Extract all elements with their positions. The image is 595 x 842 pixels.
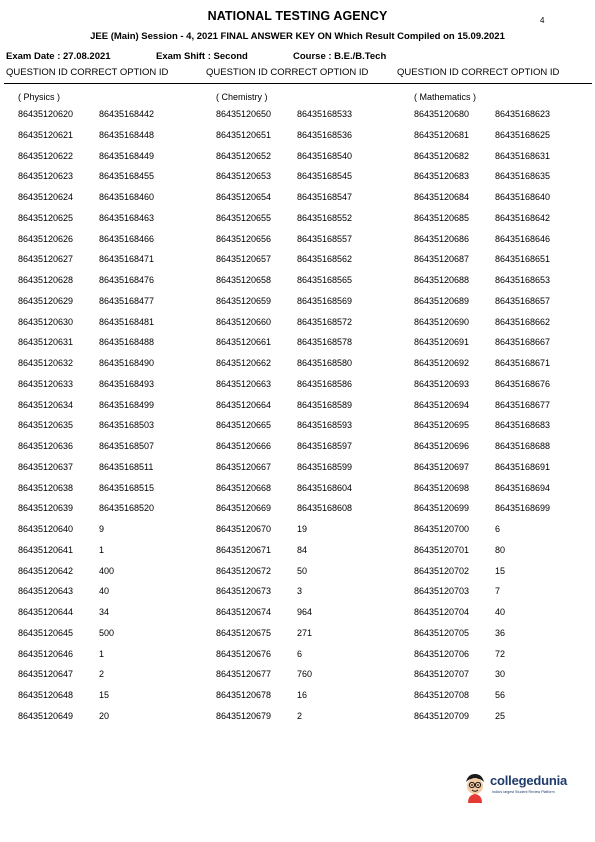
question-id: 86435120636 [18,441,74,451]
answer-row [216,249,406,270]
correct-option-id: 9 [99,524,105,534]
answer-row [414,478,595,499]
answer-row [414,249,595,270]
question-id: 86435120637 [18,461,74,472]
question-id: 86435120659 [216,295,272,306]
correct-option-id: 34 [99,607,110,617]
correct-option-id: 86435168455 [99,171,155,182]
answer-row [414,229,595,250]
answer-row [18,270,208,291]
answer-row [414,581,595,602]
answer-row [18,291,208,312]
question-id: 86435120701 [414,544,470,555]
question-id: 86435120698 [414,482,470,493]
correct-option-id: 86435168466 [99,233,155,244]
question-id: 86435120708 [414,690,470,700]
answer-row [216,685,406,706]
answer-row [18,187,208,208]
answer-row [216,312,406,333]
answer-row [18,104,208,125]
correct-option-id: 86435168694 [495,482,551,493]
correct-option-id: 86435168569 [297,295,353,306]
answer-row [18,125,208,146]
question-id: 86435120692 [414,358,470,368]
answer-row [18,644,208,665]
question-id: 86435120703 [414,586,470,597]
answer-row [414,208,595,229]
question-id: 86435120629 [18,295,74,306]
correct-option-id: 86435168449 [99,150,155,161]
question-id: 86435120691 [414,337,470,348]
correct-option-id: 86435168604 [297,482,353,493]
correct-option-id: 40 [495,607,506,617]
question-id: 86435120693 [414,378,470,389]
correct-option-id: 2 [99,669,105,680]
answer-row [216,208,406,229]
correct-option-id: 86435168635 [495,171,551,182]
answer-row [216,498,406,519]
correct-option-id: 760 [297,669,313,680]
correct-option-id: 86435168490 [99,358,155,368]
question-id: 86435120678 [216,690,272,700]
question-id: 86435120644 [18,607,74,617]
question-id: 86435120679 [216,710,272,721]
answer-row [18,561,208,582]
header-divider [4,83,592,84]
answer-row [18,664,208,685]
question-id: 86435120631 [18,337,74,348]
answer-row [18,312,208,333]
answer-row [216,332,406,353]
correct-option-id: 86435168646 [495,233,551,244]
question-id: 86435120625 [18,212,74,223]
question-id: 86435120674 [216,607,272,617]
correct-option-id: 86435168683 [495,420,551,431]
question-id: 86435120665 [216,420,272,431]
question-id: 86435120626 [18,233,74,244]
correct-option-id: 86435168442 [99,109,155,119]
question-id: 86435120705 [414,627,470,638]
answer-row [216,602,406,623]
correct-option-id: 86435168572 [297,316,353,327]
answer-row [414,353,595,374]
answer-row [414,644,595,665]
answer-row [216,125,406,146]
question-id: 86435120694 [414,399,470,410]
answer-row [18,436,208,457]
answer-row [414,415,595,436]
correct-option-id: 86435168448 [99,129,155,140]
answer-row [18,602,208,623]
question-id: 86435120628 [18,275,74,285]
correct-option-id: 1 [99,648,105,659]
answer-row [216,706,406,727]
question-id: 86435120671 [216,544,272,555]
question-id: 86435120633 [18,378,74,389]
answer-row [216,519,406,540]
correct-option-id: 86435168471 [99,254,155,265]
correct-option-id: 72 [495,648,506,659]
answer-row [216,104,406,125]
question-id: 86435120685 [414,212,470,223]
correct-option-id: 271 [297,627,313,638]
correct-option-id: 86435168657 [495,295,551,306]
question-id: 86435120643 [18,586,74,597]
question-id: 86435120650 [216,109,272,119]
correct-option-id: 36 [495,627,506,638]
question-id: 86435120675 [216,627,272,638]
question-id: 86435120635 [18,420,74,431]
correct-option-id: 86435168625 [495,129,551,140]
question-id: 86435120661 [216,337,272,348]
answer-row [18,208,208,229]
question-id: 86435120630 [18,316,74,327]
correct-option-id: 16 [297,690,308,700]
answer-row [414,270,595,291]
document-subtitle: JEE (Main) Session - 4, 2021 FINAL ANSWER KEY ON Which Result Compiled on 15.09.2021 [90,31,505,42]
question-id: 86435120702 [414,565,470,576]
answer-row [216,395,406,416]
question-id: 86435120706 [414,648,470,659]
correct-option-id: 3 [297,586,303,597]
collegedunia-logo [462,772,572,812]
answer-row [414,436,595,457]
correct-option-id: 86435168545 [297,171,353,182]
answer-row [18,415,208,436]
answer-row [216,664,406,685]
exam-date: Exam Date : 27.08.2021 [6,51,111,62]
correct-option-id: 86435168597 [297,441,353,451]
answer-row [216,644,406,665]
correct-option-id: 86435168493 [99,378,155,389]
question-id: 86435120670 [216,524,272,534]
correct-option-id: 86435168691 [495,461,551,472]
correct-option-id: 86435168463 [99,212,155,223]
correct-option-id: 56 [495,690,506,700]
question-id: 86435120645 [18,627,74,638]
answer-row [18,353,208,374]
column-header-2: QUESTION ID CORRECT OPTION ID [206,67,369,78]
answer-row [216,374,406,395]
correct-option-id: 15 [99,690,110,700]
answer-row [18,146,208,167]
question-id: 86435120656 [216,233,272,244]
question-id: 86435120677 [216,669,272,680]
answer-row [216,166,406,187]
column-header-1: QUESTION ID CORRECT OPTION ID [6,67,169,78]
answer-row [18,540,208,561]
answer-row [414,395,595,416]
answer-row [18,166,208,187]
question-id: 86435120638 [18,482,74,493]
correct-option-id: 86435168662 [495,316,551,327]
answer-row [216,623,406,644]
answer-row [216,270,406,291]
correct-option-id: 86435168699 [495,503,551,514]
answer-row [414,602,595,623]
question-id: 86435120687 [414,254,470,265]
answer-row [216,540,406,561]
correct-option-id: 86435168580 [297,358,353,368]
answer-row [18,332,208,353]
answer-row [216,478,406,499]
correct-option-id: 86435168515 [99,482,155,493]
correct-option-id: 86435168671 [495,358,551,368]
question-id: 86435120639 [18,503,74,514]
correct-option-id: 86435168667 [495,337,551,348]
correct-option-id: 86435168557 [297,233,353,244]
question-id: 86435120620 [18,109,74,119]
question-id: 86435120672 [216,565,272,576]
correct-option-id: 86435168688 [495,441,551,451]
answer-row [18,623,208,644]
question-id: 86435120683 [414,171,470,182]
question-id: 86435120696 [414,441,470,451]
answer-row [414,706,595,727]
correct-option-id: 86435168533 [297,109,353,119]
correct-option-id: 86435168481 [99,316,155,327]
correct-option-id: 86435168552 [297,212,353,223]
answer-row [414,623,595,644]
question-id: 86435120709 [414,710,470,721]
answer-row [216,415,406,436]
correct-option-id: 86435168676 [495,378,551,389]
correct-option-id: 86435168623 [495,109,551,119]
question-id: 86435120681 [414,129,470,140]
correct-option-id: 86435168589 [297,399,353,410]
question-id: 86435120632 [18,358,74,368]
question-id: 86435120660 [216,316,272,327]
correct-option-id: 86435168631 [495,150,551,161]
question-id: 86435120682 [414,150,470,161]
correct-option-id: 86435168477 [99,295,155,306]
correct-option-id: 86435168578 [297,337,353,348]
answer-row [216,187,406,208]
question-id: 86435120623 [18,171,74,182]
answer-row [216,561,406,582]
correct-option-id: 86435168562 [297,254,353,265]
answer-row [414,166,595,187]
question-id: 86435120640 [18,524,74,534]
answer-row [414,104,595,125]
question-id: 86435120676 [216,648,272,659]
answer-row [414,457,595,478]
answer-row [414,332,595,353]
correct-option-id: 19 [297,524,308,534]
question-id: 86435120655 [216,212,272,223]
correct-option-id: 500 [99,627,115,638]
question-id: 86435120622 [18,150,74,161]
answer-row [216,457,406,478]
question-id: 86435120669 [216,503,272,514]
question-id: 86435120663 [216,378,272,389]
question-id: 86435120704 [414,607,470,617]
question-id: 86435120707 [414,669,470,680]
question-id: 86435120700 [414,524,470,534]
question-id: 86435120642 [18,565,74,576]
correct-option-id: 86435168599 [297,461,353,472]
correct-option-id: 86435168536 [297,129,353,140]
question-id: 86435120652 [216,150,272,161]
correct-option-id: 86435168503 [99,420,155,431]
question-id: 86435120673 [216,586,272,597]
correct-option-id: 86435168586 [297,378,353,389]
page-number: 4 [540,16,545,25]
question-id: 86435120649 [18,710,74,721]
correct-option-id: 86435168547 [297,192,353,202]
question-id: 86435120647 [18,669,74,680]
question-id: 86435120634 [18,399,74,410]
question-id: 86435120667 [216,461,272,472]
correct-option-id: 86435168511 [99,461,154,472]
mathematics-section [414,90,595,727]
physics-section [18,90,208,727]
question-id: 86435120668 [216,482,272,493]
question-id: 86435120695 [414,420,470,431]
question-id: 86435120664 [216,399,272,410]
answer-row [414,374,595,395]
correct-option-id: 40 [99,586,110,597]
answer-row [216,229,406,250]
correct-option-id: 86435168593 [297,420,353,431]
correct-option-id: 50 [297,565,308,576]
answer-row [414,561,595,582]
answer-row [414,146,595,167]
answer-row [414,498,595,519]
correct-option-id: 20 [99,710,110,721]
correct-option-id: 86435168677 [495,399,551,410]
answer-row [18,706,208,727]
answer-row [414,664,595,685]
correct-option-id: 6 [297,648,303,659]
section-title: ( Physics ) [18,92,61,102]
correct-option-id: 25 [495,710,506,721]
correct-option-id: 1 [99,544,105,555]
correct-option-id: 15 [495,565,506,576]
answer-row [216,291,406,312]
correct-option-id: 86435168520 [99,503,155,514]
question-id: 86435120688 [414,275,470,285]
section-title: ( Mathematics ) [414,92,477,102]
answer-row [216,581,406,602]
answer-row [18,249,208,270]
correct-option-id: 86435168642 [495,212,551,223]
answer-row [216,353,406,374]
section-title: ( Chemistry ) [216,92,268,102]
answer-row [414,125,595,146]
answer-row [18,457,208,478]
correct-option-id: 86435168488 [99,337,155,348]
question-id: 86435120648 [18,690,74,700]
answer-row [18,478,208,499]
answer-row [18,374,208,395]
correct-option-id: 6 [495,524,501,534]
question-id: 86435120627 [18,254,74,265]
question-id: 86435120680 [414,109,470,119]
correct-option-id: 2 [297,710,303,721]
correct-option-id: 400 [99,565,115,576]
answer-row [216,146,406,167]
answer-row [414,685,595,706]
answer-row [216,436,406,457]
question-id: 86435120662 [216,358,272,368]
correct-option-id: 30 [495,669,506,680]
answer-row [414,540,595,561]
question-id: 86435120646 [18,648,74,659]
answer-row [18,229,208,250]
logo-tagline: India's largest Student Review Platform [492,790,555,794]
correct-option-id: 86435168476 [99,275,155,285]
correct-option-id: 86435168507 [99,441,155,451]
question-id: 86435120658 [216,275,272,285]
question-id: 86435120621 [18,129,74,140]
correct-option-id: 86435168640 [495,192,551,202]
question-id: 86435120666 [216,441,272,451]
answer-row [18,519,208,540]
answer-row [18,498,208,519]
question-id: 86435120624 [18,192,74,202]
answer-row [414,519,595,540]
question-id: 86435120697 [414,461,470,472]
question-id: 86435120699 [414,503,470,514]
correct-option-id: 86435168651 [495,254,551,265]
page-title: NATIONAL TESTING AGENCY [207,9,388,23]
correct-option-id: 86435168565 [297,275,353,285]
column-header-3: QUESTION ID CORRECT OPTION ID [397,67,560,78]
correct-option-id: 86435168608 [297,503,353,514]
answer-row [414,312,595,333]
question-id: 86435120657 [216,254,272,265]
chemistry-section [216,90,406,727]
correct-option-id: 84 [297,544,308,555]
answer-row [414,291,595,312]
correct-option-id: 80 [495,544,506,555]
question-id: 86435120651 [216,129,272,140]
question-id: 86435120653 [216,171,272,182]
correct-option-id: 86435168653 [495,275,551,285]
answer-row [18,395,208,416]
correct-option-id: 86435168540 [297,150,353,161]
answer-row [18,581,208,602]
question-id: 86435120654 [216,192,272,202]
correct-option-id: 86435168460 [99,192,155,202]
correct-option-id: 964 [297,607,313,617]
mascot-icon [462,772,488,804]
course: Course : B.E./B.Tech [293,51,387,62]
correct-option-id: 86435168499 [99,399,155,410]
exam-shift: Exam Shift : Second [156,51,248,62]
answer-row [414,187,595,208]
logo-wordmark: collegedunia [490,773,568,788]
answer-row [18,685,208,706]
question-id: 86435120689 [414,295,470,306]
question-id: 86435120641 [18,544,74,555]
question-id: 86435120684 [414,192,470,202]
question-id: 86435120690 [414,316,470,327]
correct-option-id: 7 [495,586,501,597]
question-id: 86435120686 [414,233,470,244]
